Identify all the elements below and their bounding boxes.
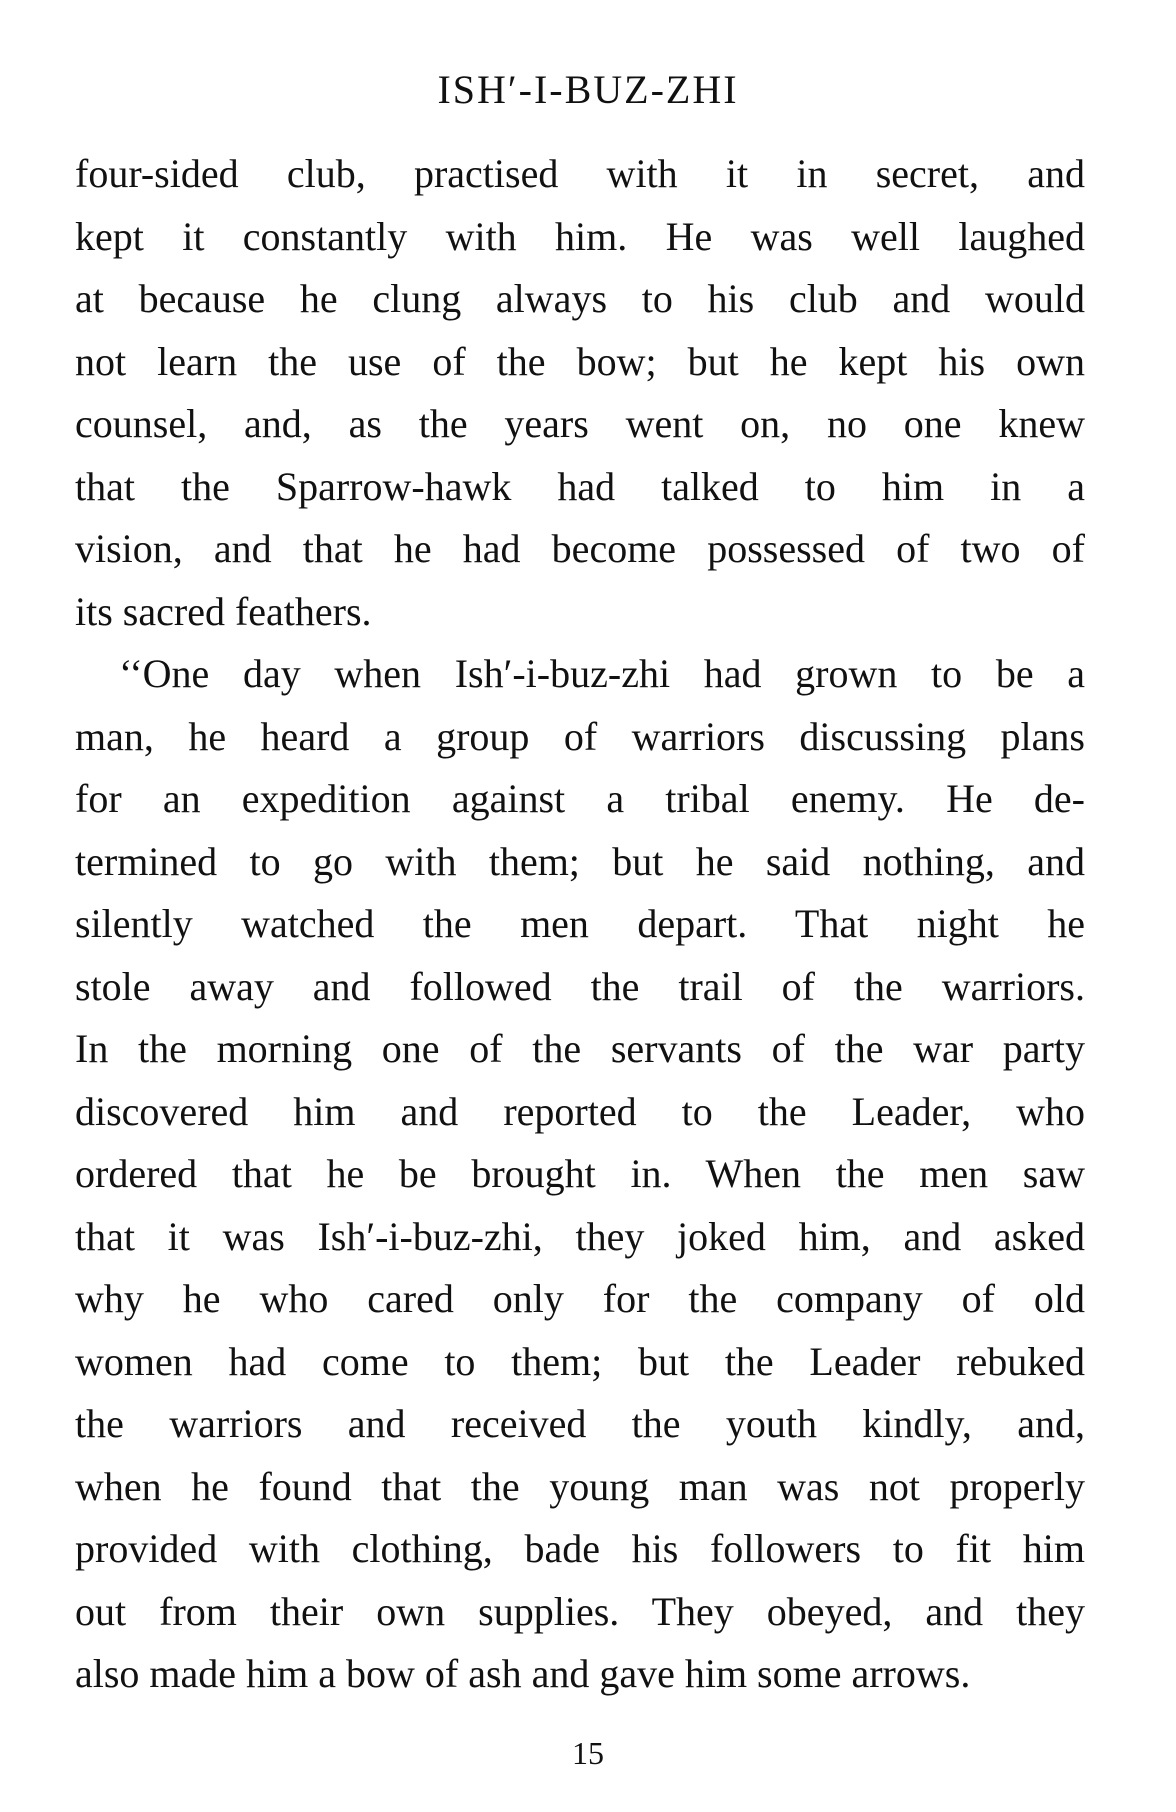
paragraph-2 [75,643,1085,1706]
text-line: provided with clothing, bade his followers to fit him [75,1526,1085,1571]
text-line: silently watched the men depart. That night he [75,901,1085,946]
text-line: stole away and followed the trail of the warriors. [75,963,1085,1009]
text-line: the warriors and received the youth kindly, and, [75,1401,1085,1446]
paragraph-1 [75,143,1085,643]
text-line: why he who cared only for the company of old [75,1276,1085,1321]
text-line: when he found that the young man was not properly [75,1463,1085,1509]
text-line: for an expedition against a tribal enemy. He de- [75,776,1085,821]
text-line: women had come to them; but the Leader rebuked [75,1338,1085,1384]
text-line: ‘‘One day when Ish′-i-buz-zhi had grown to be a [119,651,1085,696]
text-line: kept it constantly with him. He was well laughed [75,213,1085,259]
text-line: that it was Ish′-i-buz-zhi, they joked him, and asked [75,1213,1085,1259]
text-line: at because he clung always to his club and would [75,276,1085,321]
text-line: four-sided club, practised with it in secret, and [75,151,1085,196]
text-line: counsel, and, as the years went on, no one knew [75,401,1085,446]
text-line: not learn the use of the bow; but he kept his own [75,338,1085,384]
text-line: termined to go with them; but he said nothing, and [75,838,1085,884]
text-line: also made him a bow of ash and gave him some arrows. [75,1651,971,1696]
text-line: man, he heard a group of warriors discussing plans [75,713,1085,759]
running-head: ISH′-I-BUZ-ZHI [437,67,739,112]
text-line: out from their own supplies. They obeyed, and they [75,1588,1085,1634]
text-line: vision, and that he had become possessed of two of [75,526,1085,571]
body-text [75,143,1085,1706]
text-line: its sacred feathers. [75,588,372,634]
text-line: discovered him and reported to the Leader, who [75,1088,1085,1134]
text-line: that the Sparrow-hawk had talked to him in a [75,463,1085,509]
page-number: 15 [572,1735,604,1771]
text-line: In the morning one of the servants of the war party [75,1026,1085,1071]
text-line: ordered that he be brought in. When the men saw [75,1151,1085,1196]
